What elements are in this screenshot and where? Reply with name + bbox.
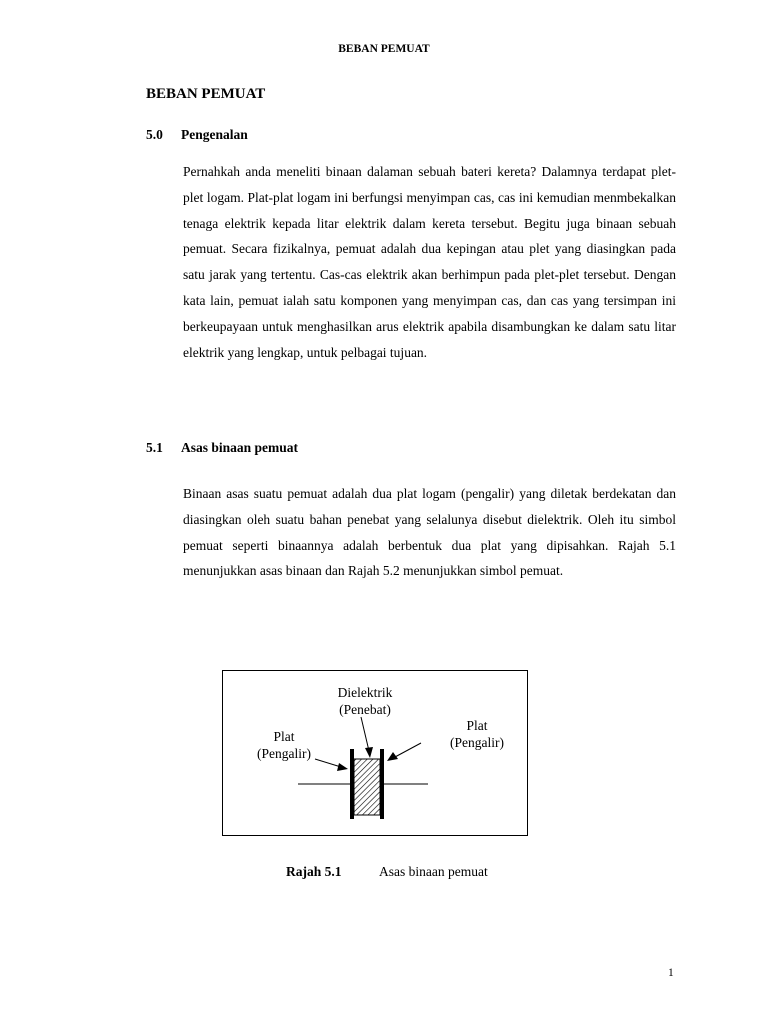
dielectric-block xyxy=(354,759,380,815)
page-number: 1 xyxy=(668,967,674,979)
paragraph-text: Binaan asas suatu pemuat adalah dua plat logam (pengalir) yang diletak berdekatan dan diasingkan oleh suatu bahan penebat yang selalunya disebut dielektrik. Oleh itu simbol pemuat seperti binaannya adalah berbentuk dua plat yang dipisahkan. Rajah 5.1 menunjukkan asas binaan dan Rajah 5.2 menunjukkan simbol pemuat. xyxy=(183,486,676,579)
label-plate-right xyxy=(437,717,517,751)
paragraph-asas-binaan xyxy=(183,481,676,584)
label-plate-right-line2: (Pengalir) xyxy=(450,735,504,750)
plate-left xyxy=(350,749,354,819)
arrow-dielectric xyxy=(361,717,373,758)
paragraph-pengenalan xyxy=(183,159,676,365)
figure-caption-number: Rajah 5.1 xyxy=(286,864,342,879)
section-heading-asas-binaan xyxy=(146,440,298,456)
plate-right xyxy=(380,749,384,819)
label-dielectric-line2: (Penebat) xyxy=(339,702,391,717)
label-plate-left-line2: (Pengalir) xyxy=(257,746,311,761)
section-number: 5.1 xyxy=(146,440,163,455)
section-heading-pengenalan xyxy=(146,127,248,143)
label-dielectric-line1: Dielektrik xyxy=(337,685,393,700)
arrow-plate-right xyxy=(387,743,421,761)
running-header: BEBAN PEMUAT xyxy=(338,43,430,55)
section-title: Asas binaan pemuat xyxy=(181,440,299,455)
figure-caption-text: Asas binaan pemuat xyxy=(379,864,488,879)
section-title: Pengenalan xyxy=(181,127,248,142)
section-number: 5.0 xyxy=(146,127,163,142)
label-dielectric xyxy=(315,684,415,718)
label-plate-left xyxy=(246,728,322,762)
document-title: BEBAN PEMUAT xyxy=(146,86,266,102)
label-plate-left-line1: Plat xyxy=(273,729,295,744)
label-plate-right-line1: Plat xyxy=(466,718,488,733)
figure-capacitor-construction xyxy=(222,670,528,836)
paragraph-text: Pernahkah anda meneliti binaan dalaman sebuah bateri kereta? Dalamnya terdapat plet-plet logam. Plat-plat logam ini berfungsi menyimpan cas, cas ini kemudian menmbekalkan tenaga elektrik kepada litar elektrik dalam kereta tersebut. Begitu juga binaan sebuah pemuat. Secara fizikalnya, pemuat adalah dua kepingan atau plet yang diasingkan pada satu jarak yang tertentu. Cas-cas elektrik akan berhimpun pada plet-plet tersebut. Dengan kata lain, pemuat ialah satu komponen yang menyimpan cas, dan cas yang tersimpan ini berkeupayaan untuk menghasilkan arus elektrik apabila disambungkan ke dalam satu litar elektrik yang lengkap, untuk pelbagai tujuan. xyxy=(183,164,676,360)
